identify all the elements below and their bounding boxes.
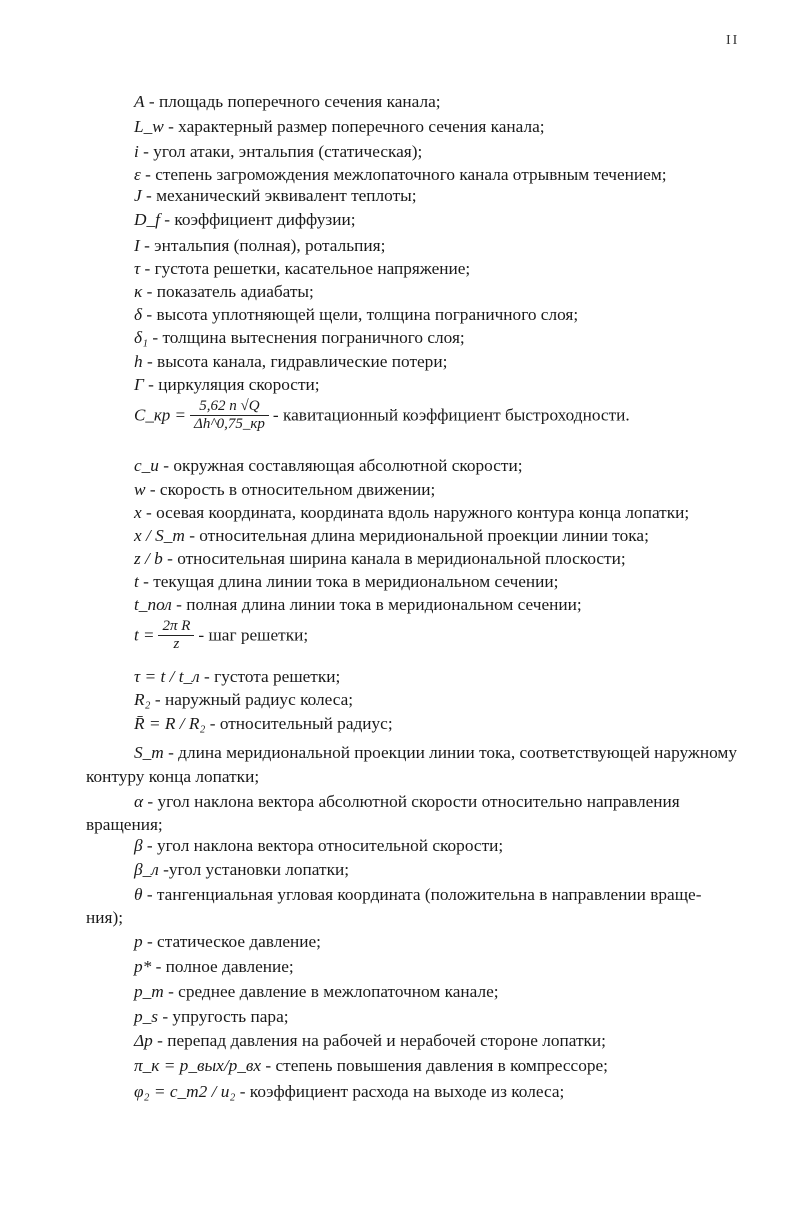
list-item: D_f - коэффициент диффузии; [134, 210, 356, 229]
list-item: α - угол наклона вектора абсолютной скорости относительно направления [134, 792, 680, 811]
list-item: Γ - циркуляция скорости; [134, 375, 320, 394]
list-item-continuation: ния); [86, 908, 124, 927]
list-item: θ - тангенциальная угловая координата (положительна в направлении враще- [134, 885, 702, 904]
list-item: ε - степень загромождения межлопаточного канала отрывным течением; [134, 165, 667, 184]
formula-t: t = $\frac{\text{2π R}}{z}$ - шаг решетки; [134, 618, 309, 652]
list-item: I - энтальпия (полная), ротальпия; [134, 236, 386, 255]
formula-ckr: C_кр = $\frac{5,62 n √Q}{\Delta h\^{}0,75\_кр}$ - кавитационный коэффициент быстроходности. [134, 398, 630, 432]
list-item-continuation: контуру конца лопатки; [86, 767, 260, 786]
list-item: t - текущая длина линии тока в меридиональном сечении; [134, 572, 559, 591]
list-item: L_w - характерный размер поперечного сечения канала; [134, 117, 545, 136]
list-item: τ = t / t_л - густота решетки; [134, 667, 341, 686]
list-item: h - высота канала, гидравлические потери; [134, 352, 448, 371]
list-item: τ - густота решетки, касательное напряжение; [134, 259, 471, 278]
list-item: δ₁ - толщина вытеснения пограничного слоя; [134, 328, 465, 347]
list-item: p* - полное давление; [134, 957, 294, 976]
list-item: p - статическое давление; [134, 932, 321, 951]
list-item: β - угол наклона вектора относительной скорости; [134, 836, 504, 855]
list-item: w - скорость в относительном движении; [134, 480, 436, 499]
list-item: t_пол - полная длина линии тока в меридиональном сечении; [134, 595, 582, 614]
page-number: II [726, 33, 740, 48]
list-item: c_u - окружная составляющая абсолютной скорости; [134, 456, 523, 475]
list-item: x - осевая координата, координата вдоль наружного контура конца лопатки; [134, 503, 690, 522]
list-item: x / S_m - относительная длина меридиональной проекции линии тока; [134, 526, 649, 545]
list-item: i - угол атаки, энтальпия (статическая); [134, 142, 423, 161]
list-item: R̄ = R / R₂ - относительный радиус; [134, 714, 393, 733]
list-item: Δp - перепад давления на рабочей и нерабочей стороне лопатки; [134, 1031, 606, 1050]
list-item: κ - показатель адиабаты; [134, 282, 314, 301]
list-item: R₂ - наружный радиус колеса; [134, 690, 354, 709]
list-item: S_m - длина меридиональной проекции линии тока, соответствующей наружному [134, 743, 737, 762]
list-item: β_л -угол установки лопатки; [134, 860, 350, 879]
list-item: J - механический эквивалент теплоты; [134, 186, 417, 205]
list-item: A - площадь поперечного сечения канала; [134, 92, 441, 111]
list-item: π_к = p_вых/p_вх - степень повышения давления в компрессоре; [134, 1056, 608, 1075]
list-item-continuation: вращения; [86, 815, 163, 834]
list-item: φ₂ = c_m2 / u₂ - коэффициент расхода на выходе из колеса; [134, 1082, 565, 1101]
list-item: δ - высота уплотняющей щели, толщина пограничного слоя; [134, 305, 579, 324]
list-item: p_m - среднее давление в межлопаточном канале; [134, 982, 499, 1001]
list-item: z / b - относительная ширина канала в меридиональной плоскости; [134, 549, 626, 568]
list-item: p_s - упругость пара; [134, 1007, 289, 1026]
